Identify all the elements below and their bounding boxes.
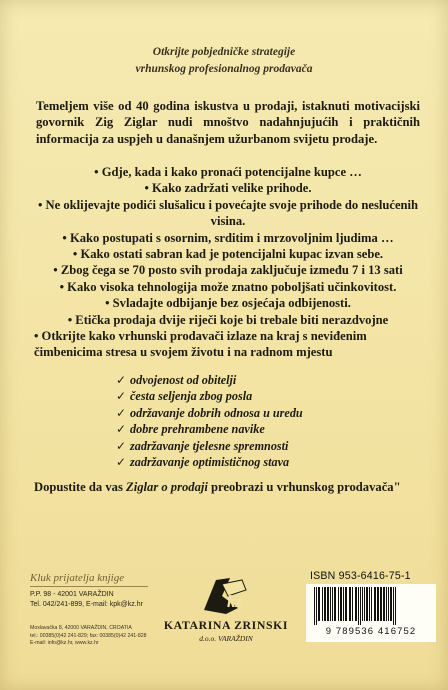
checklist-item-label: održavanje dobrih odnosa u uredu — [130, 405, 303, 420]
intro-paragraph: Temeljem više od 40 godina iskustva u prodaji, istaknuti motivacijski govornik Zig Ziglar nudi mnoštvo nadahnjujućih i praktičnih informacija za uspjeh u današnjem užurbanom svijetu prodaje. — [36, 99, 420, 146]
isbn-barcode — [306, 584, 436, 642]
book-title-emphasis: Ziglar o prodaji — [126, 480, 208, 494]
checkmark-icon: ✓ — [116, 405, 127, 420]
checklist-item — [116, 388, 416, 404]
checklist-item — [116, 454, 416, 470]
barcode-bar — [330, 587, 331, 621]
barcode-bar — [324, 587, 326, 621]
book-club-imprint — [30, 572, 148, 609]
barcode-bar — [386, 587, 387, 621]
bullet-item: • Kako zadržati velike prihode. — [144, 181, 312, 196]
checklist-item — [116, 372, 416, 388]
barcode-bar — [358, 587, 359, 625]
checkmark-icon: ✓ — [116, 422, 127, 437]
barcode-bar — [390, 587, 392, 621]
checklist-item-label: česta seljenja zbog posla — [130, 389, 253, 404]
publisher-location: d.o.o. VARAŽDIN — [199, 634, 253, 643]
stress-factor-checklist — [116, 372, 416, 470]
bullet-item: • Kako postupati s osornim, srditim i mrzovoljnim ljudima … — [62, 230, 394, 245]
barcode-bars — [310, 587, 432, 625]
barcode-bar — [371, 587, 372, 621]
closing-text-end: preobrazi u vrhunskog prodavača" — [207, 480, 401, 494]
checklist-item-label: zadržavanje optimističnog stava — [130, 454, 290, 469]
bullet-item: • Zbog čega se 70 posto svih prodaja zaključuje između 7 i 13 sati — [53, 263, 403, 278]
feature-bullet-list — [34, 164, 422, 361]
barcode-bar — [393, 587, 394, 625]
barcode-bar — [345, 587, 347, 621]
barcode-bar — [322, 587, 323, 621]
bullet-item: • Gdje, kada i kako pronaći potencijalne kupce … — [94, 165, 362, 179]
barcode-bar — [395, 587, 396, 625]
checkmark-icon: ✓ — [116, 373, 127, 387]
barcode-bar — [316, 587, 317, 625]
barcode-bar — [314, 587, 315, 625]
checklist-item — [116, 438, 416, 454]
bullet-item: • Etička prodaja dvije riječi koje bi trebale biti nerazdvojne — [67, 312, 389, 327]
checkmark-icon: ✓ — [116, 438, 127, 453]
checklist-item-label: dobre prehrambene navike — [130, 422, 265, 437]
checkmark-icon: ✓ — [116, 389, 127, 404]
barcode-bar — [380, 587, 382, 621]
barcode-bar — [383, 587, 385, 621]
publisher-address-line: E-mail: info@kz.hr, www.kz.hr — [30, 640, 99, 647]
logo-letters: kz — [227, 592, 243, 611]
barcode-bar — [352, 587, 353, 621]
barcode-bar — [332, 587, 333, 621]
tagline-line-1: Otkrijte pobjedničke strategije — [152, 46, 296, 58]
barcode-bar — [374, 587, 376, 621]
barcode-bar — [364, 587, 365, 621]
barcode-bar — [388, 587, 389, 621]
bullet-item: • Otkrijte kako vrhunski prodavači izlaze na kraj s neviđenim čimbenicima stresa u svojem životu i na radnom mjestu — [34, 329, 367, 360]
checklist-item-label: zadržavanje tjelesne spremnosti — [130, 438, 289, 453]
closing-paragraph — [34, 479, 422, 496]
barcode-digits: 9 789536 416752 — [325, 626, 417, 637]
checklist-item — [116, 405, 416, 421]
publisher-address-line: Moslavačka 8, 42000 VARAŽDIN, CROATIA — [30, 625, 132, 631]
barcode-bar — [327, 587, 329, 621]
book-club-contact: Tel. 042/241-899, E-mail: kpk@kz.hr — [30, 600, 143, 608]
barcode-bar — [334, 587, 336, 621]
book-club-address: P.P. 98 - 42001 VARAŽDIN — [30, 591, 114, 598]
barcode-bar — [362, 587, 363, 621]
publisher-address-line: tel.: 00385(0)42 241-829; fax: 00385(0)42 241-828 — [30, 632, 147, 639]
barcode-bar — [343, 587, 344, 621]
checklist-item-label: odvojenost od obitelji — [130, 373, 237, 387]
bullet-item: • Ne oklijevajte podići slušalicu i povećajte svoje prihode do neslućenih visina. — [37, 197, 419, 229]
kz-logo-icon — [202, 574, 248, 618]
publisher-address-block — [30, 625, 148, 648]
checkmark-icon: ✓ — [116, 454, 127, 469]
isbn-number: ISBN 953-6416-75-1 — [310, 570, 411, 582]
barcode-bar — [355, 587, 357, 621]
barcode-bar — [349, 587, 351, 621]
publisher-name: KATARINA ZRINSKI — [163, 618, 289, 632]
checklist-item — [116, 421, 416, 437]
publisher-logo — [160, 572, 290, 652]
book-club-script-logo: Kluk prijatelja knjige — [30, 572, 148, 587]
barcode-bar — [377, 587, 379, 621]
barcode-bar — [340, 587, 342, 621]
bullet-item: • Kako ostati sabran kad je potencijalni kupac izvan sebe. — [72, 247, 384, 262]
barcode-bar — [366, 587, 368, 621]
barcode-bar — [360, 587, 361, 625]
closing-text-start: Dopustite da vas — [34, 480, 127, 494]
barcode-bar — [338, 587, 339, 621]
bullet-item: • Kako visoka tehnologija može znatno poboljšati učinkovitost. — [59, 279, 397, 294]
barcode-bar — [369, 587, 370, 621]
bullet-item: • Svladajte odbijanje bez osjećaja odbijenosti. — [105, 296, 351, 311]
tagline-line-2: vrhunskog profesionalnog prodavača — [135, 63, 313, 75]
tagline — [0, 44, 448, 78]
barcode-bar — [318, 587, 320, 621]
